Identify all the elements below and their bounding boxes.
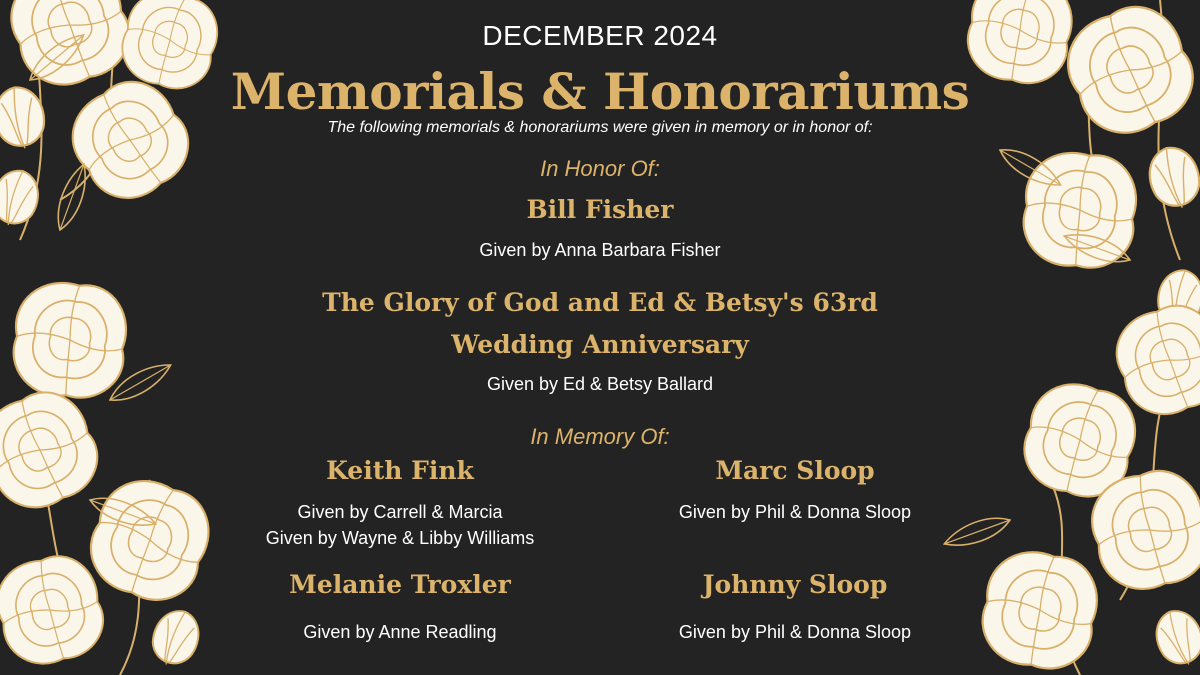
giver-line: Given by Anna Barbara Fisher: [479, 240, 721, 260]
giver-line: Given by Phil & Donna Sloop: [678, 502, 912, 522]
intro-text: The following memorials & honorariums were given in memory or in honor of:: [327, 119, 873, 136]
giver-line: Given by Carrell & Marcia: [297, 502, 503, 522]
memorial-name: Keith Fink: [326, 456, 474, 485]
in-honor-heading: In Honor Of:: [540, 156, 660, 181]
giver-line: Given by Anne Readling: [303, 622, 497, 642]
memorial-name: Marc Sloop: [715, 456, 875, 485]
memorial-name: Johnny Sloop: [702, 570, 888, 599]
memorial-name: Melanie Troxler: [289, 570, 511, 599]
giver-line: Given by Phil & Donna Sloop: [678, 622, 912, 642]
in-memory-heading: In Memory Of:: [530, 424, 670, 449]
honoree-name: Wedding Anniversary: [451, 330, 749, 359]
giver-line: Given by Wayne & Libby Williams: [265, 528, 535, 548]
page-title: Memorials & Honorariums: [230, 62, 970, 121]
month-label: DECEMBER 2024: [482, 20, 718, 51]
honoree-name: The Glory of God and Ed & Betsy's 63rd: [322, 288, 878, 317]
giver-line: Given by Ed & Betsy Ballard: [486, 374, 714, 394]
honoree-name: Bill Fisher: [526, 195, 674, 224]
